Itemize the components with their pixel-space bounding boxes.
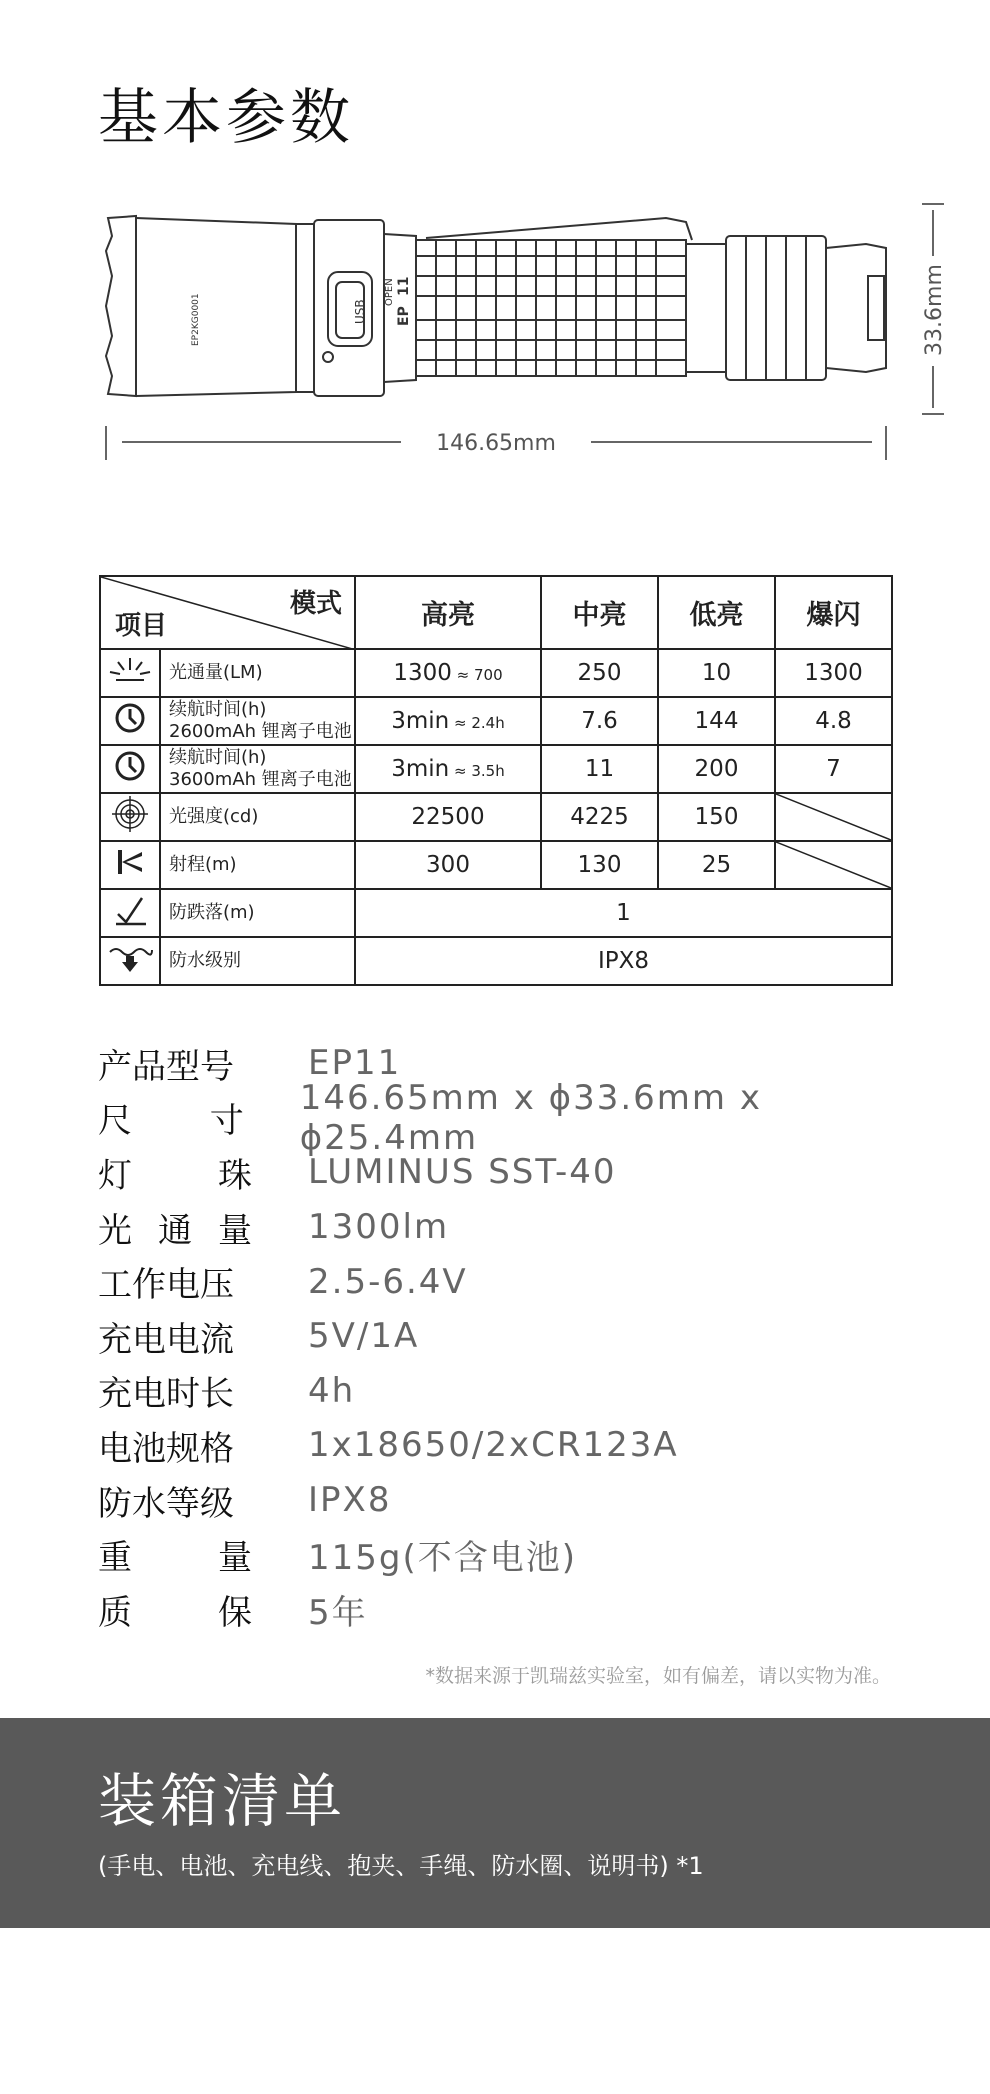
spec-key: 充电电流 bbox=[98, 1319, 234, 1360]
row-label: 光强度(cd) bbox=[160, 793, 355, 841]
row-label: 射程(m) bbox=[160, 841, 355, 889]
impact-icon bbox=[102, 890, 158, 930]
table-cell: 250 bbox=[541, 649, 658, 697]
svg-text:EP2KG0001: EP2KG0001 bbox=[191, 293, 201, 346]
table-cell: 150 bbox=[658, 793, 775, 841]
spec-row bbox=[98, 1309, 918, 1364]
spec-key: 产品型号 bbox=[98, 1046, 234, 1087]
spec-row bbox=[98, 1473, 918, 1528]
empty-cell bbox=[775, 841, 892, 889]
row-label: 续航时间(h) 3600mAh 锂离子电池 bbox=[160, 745, 355, 793]
table-cell: 10 bbox=[658, 649, 775, 697]
spec-row bbox=[98, 1364, 918, 1419]
table-cell: 130 bbox=[541, 841, 658, 889]
spec-value: 115g(不含电池) bbox=[308, 1538, 578, 1579]
clock-icon bbox=[102, 698, 158, 738]
table-row bbox=[100, 745, 892, 793]
mode-low: 低亮 bbox=[658, 576, 775, 649]
spec-value: EP11 bbox=[308, 1043, 402, 1084]
spec-value: 5年 bbox=[308, 1592, 368, 1633]
table-cell: 144 bbox=[658, 697, 775, 745]
packing-list-section bbox=[0, 1718, 990, 1928]
table-row bbox=[100, 937, 892, 985]
spec-row bbox=[98, 1200, 918, 1255]
table-header-row bbox=[100, 576, 892, 649]
table-cell: 22500 bbox=[355, 793, 541, 841]
flashlight-drawing bbox=[96, 196, 956, 476]
clock-icon bbox=[102, 746, 158, 786]
svg-text:11: 11 bbox=[396, 276, 412, 296]
packing-title: 装箱清单 bbox=[98, 1767, 347, 1835]
table-row bbox=[100, 793, 892, 841]
header-item-label: 项目 bbox=[115, 611, 168, 641]
header-mode-label: 模式 bbox=[289, 589, 342, 619]
spec-list bbox=[98, 1036, 918, 1637]
spec-table bbox=[99, 575, 893, 986]
spec-row bbox=[98, 1418, 918, 1473]
spec-key: 质 保 bbox=[98, 1592, 252, 1633]
table-cell: 3min ≈ 2.4h bbox=[355, 697, 541, 745]
mode-strobe: 爆闪 bbox=[775, 576, 892, 649]
table-row bbox=[100, 697, 892, 745]
table-cell: 25 bbox=[658, 841, 775, 889]
spec-key: 灯 珠 bbox=[98, 1155, 252, 1196]
table-cell: 7.6 bbox=[541, 697, 658, 745]
mode-medium: 中亮 bbox=[541, 576, 658, 649]
table-row bbox=[100, 649, 892, 697]
table-cell: 200 bbox=[658, 745, 775, 793]
spec-key: 电池规格 bbox=[98, 1428, 234, 1469]
page-title: 基本参数 bbox=[98, 83, 354, 153]
spec-value: LUMINUS SST-40 bbox=[308, 1152, 617, 1193]
beam-distance-icon bbox=[102, 842, 158, 882]
spec-row bbox=[98, 1527, 918, 1582]
mode-high: 高亮 bbox=[355, 576, 541, 649]
table-corner-cell bbox=[100, 576, 355, 649]
spec-key: 充电时长 bbox=[98, 1374, 234, 1415]
table-cell: 300 bbox=[355, 841, 541, 889]
table-cell: 1300 bbox=[775, 649, 892, 697]
spec-value: 1x18650/2xCR123A bbox=[308, 1425, 679, 1466]
waterproof-icon bbox=[102, 938, 158, 978]
spec-key: 工作电压 bbox=[98, 1265, 234, 1306]
table-cell: 3min ≈ 3.5h bbox=[355, 745, 541, 793]
row-label: 续航时间(h) 2600mAh 锂离子电池 bbox=[160, 697, 355, 745]
spec-key: 重 量 bbox=[98, 1538, 252, 1579]
svg-text:EP: EP bbox=[396, 306, 412, 326]
spec-value: 2.5-6.4V bbox=[308, 1261, 468, 1302]
spec-key: 光 通 量 bbox=[98, 1210, 252, 1251]
spec-row bbox=[98, 1077, 918, 1158]
svg-text:OPEN: OPEN bbox=[384, 278, 395, 306]
packing-items: (手电、电池、充电线、抱夹、手绳、防水圈、说明书) *1 bbox=[98, 1852, 704, 1880]
row-label: 防跌落(m) bbox=[160, 889, 355, 937]
table-cell: 11 bbox=[541, 745, 658, 793]
intensity-icon bbox=[102, 794, 158, 834]
spec-value: 146.65mm x ϕ33.6mm x ϕ25.4mm bbox=[299, 1077, 762, 1158]
table-cell: 1300 ≈ 700 bbox=[355, 649, 541, 697]
spec-key: 防水等级 bbox=[98, 1483, 234, 1524]
table-row bbox=[100, 841, 892, 889]
empty-cell bbox=[775, 793, 892, 841]
table-cell: 4.8 bbox=[775, 697, 892, 745]
spec-row bbox=[98, 1582, 918, 1637]
spec-value: 5V/1A bbox=[308, 1316, 420, 1357]
spec-row bbox=[98, 1254, 918, 1309]
data-source-note: *数据来源于凯瑞兹实验室，如有偏差，请以实物为准。 bbox=[425, 1665, 891, 1687]
svg-text:USB: USB bbox=[353, 299, 367, 324]
table-row bbox=[100, 889, 892, 937]
table-cell: 4225 bbox=[541, 793, 658, 841]
table-cell: 1 bbox=[355, 889, 892, 937]
spec-value: IPX8 bbox=[308, 1480, 392, 1521]
lumen-icon bbox=[102, 650, 158, 690]
spec-key: 尺 寸 bbox=[98, 1101, 244, 1142]
spec-value: 4h bbox=[308, 1370, 356, 1411]
diameter-label: 33.6mm bbox=[922, 264, 947, 356]
table-cell: IPX8 bbox=[355, 937, 892, 985]
spec-value: 1300lm bbox=[308, 1207, 450, 1248]
table-cell: 7 bbox=[775, 745, 892, 793]
length-label: 146.65mm bbox=[436, 431, 556, 456]
row-label: 防水级别 bbox=[160, 937, 355, 985]
row-label: 光通量(LM) bbox=[160, 649, 355, 697]
